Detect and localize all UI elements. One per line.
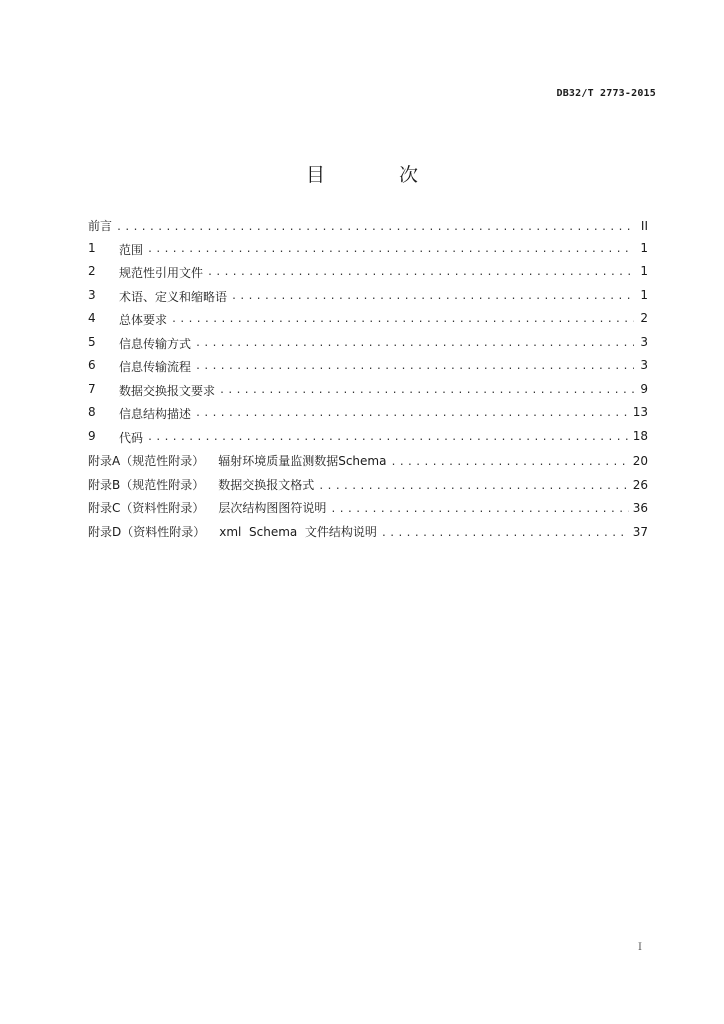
toc-entry-spacer	[105, 241, 119, 258]
toc-entry-number: 附录C（资料性附录）	[88, 501, 205, 515]
toc-leader-dots	[195, 408, 629, 419]
toc-entry-spacer	[105, 429, 119, 446]
toc-entry-spacer	[204, 476, 218, 493]
toc-entry[interactable]	[88, 264, 648, 288]
toc-entry[interactable]	[88, 499, 648, 523]
toc-entry-number: 3	[88, 287, 96, 302]
toc-entry-number: 2	[88, 264, 96, 278]
toc-entry[interactable]	[88, 358, 648, 382]
toc-entry-page: 37	[632, 524, 648, 539]
page-title: 目 次	[305, 164, 453, 186]
toc-entry-page: 3	[640, 358, 648, 372]
toc-entry[interactable]	[88, 523, 648, 547]
toc-entry-heading	[88, 499, 326, 516]
toc-entry-title: 范围	[119, 242, 144, 257]
toc-entry-heading	[88, 476, 314, 493]
toc-entry[interactable]	[88, 217, 648, 241]
table-of-contents	[88, 217, 648, 546]
toc-entry-page: 1	[640, 264, 648, 278]
toc-entry-spacer	[105, 288, 119, 305]
toc-entry-spacer	[105, 264, 119, 281]
toc-entry-title: 数据交换报文要求	[119, 383, 216, 398]
toc-entry-number: 附录A（规范性附录）	[88, 454, 205, 468]
toc-entry[interactable]	[88, 405, 648, 429]
toc-leader-dots	[231, 291, 634, 302]
toc-entry-number: 4	[88, 311, 96, 325]
toc-entry-spacer	[105, 382, 119, 399]
toc-entry-number: 5	[88, 334, 96, 349]
toc-leader-dots	[147, 244, 634, 255]
toc-entry[interactable]	[88, 382, 648, 406]
toc-entry-heading	[88, 288, 227, 305]
toc-entry-heading	[88, 217, 112, 234]
toc-entry-title: 信息传输流程	[119, 360, 192, 374]
toc-entry-number: 1	[88, 240, 96, 255]
toc-entry-title: 前言	[88, 219, 113, 233]
toc-entry-title: 信息传输方式	[119, 336, 192, 351]
toc-leader-dots	[116, 222, 634, 233]
toc-entry-page: 9	[640, 381, 648, 396]
toc-entry[interactable]	[88, 288, 648, 312]
toc-entry-spacer	[204, 452, 218, 469]
toc-entry-title: 辐射环境质量监测数据Schema	[218, 454, 387, 468]
toc-entry-page: II	[640, 219, 648, 233]
toc-entry-page: 1	[640, 287, 648, 302]
toc-entry-title: xml Schema 文件结构说明	[219, 524, 377, 539]
toc-entry-title: 信息结构描述	[119, 407, 192, 421]
toc-entry-number: 6	[88, 358, 96, 372]
toc-entry-number: 附录B（规范性附录）	[88, 477, 205, 492]
toc-leader-dots	[318, 481, 628, 492]
toc-entry-heading	[88, 311, 167, 328]
toc-entry-number: 9	[88, 428, 96, 443]
toc-entry-title: 层次结构图图符说明	[218, 501, 327, 515]
toc-entry-spacer	[205, 523, 219, 540]
toc-entry-heading	[88, 382, 215, 399]
toc-entry-heading	[88, 335, 191, 352]
toc-entry-page: 13	[632, 405, 648, 419]
page-number: I	[638, 942, 642, 953]
toc-entry-heading	[88, 523, 377, 540]
toc-entry-number: 附录D（资料性附录）	[88, 524, 206, 539]
toc-entry-page: 1	[640, 240, 648, 255]
toc-leader-dots	[390, 457, 628, 468]
toc-leader-dots	[171, 314, 634, 325]
toc-entry-heading	[88, 452, 386, 469]
toc-entry-page: 18	[632, 428, 648, 443]
toc-entry-title: 总体要求	[119, 313, 168, 327]
toc-entry-heading	[88, 264, 203, 281]
toc-entry-heading	[88, 429, 143, 446]
toc-entry-page: 3	[640, 334, 648, 349]
toc-leader-dots	[330, 504, 628, 515]
toc-entry-spacer	[204, 499, 218, 516]
toc-entry[interactable]	[88, 311, 648, 335]
toc-entry-title: 规范性引用文件	[119, 266, 204, 280]
toc-entry-spacer	[105, 335, 119, 352]
toc-entry-page: 26	[632, 477, 648, 492]
toc-entry-spacer	[105, 405, 119, 422]
toc-entry-title: 代码	[119, 430, 144, 445]
toc-entry-spacer	[105, 358, 119, 375]
toc-entry-number: 7	[88, 381, 96, 396]
toc-entry-page: 20	[632, 454, 648, 468]
toc-entry-heading	[88, 405, 191, 422]
toc-entry-number: 8	[88, 405, 96, 419]
toc-entry-heading	[88, 241, 143, 258]
toc-entry-page: 2	[640, 311, 648, 325]
document-code: DB32/T 2773-2015	[556, 88, 656, 99]
toc-leader-dots	[195, 338, 634, 349]
toc-entry[interactable]	[88, 452, 648, 476]
toc-entry-spacer	[105, 311, 119, 328]
toc-leader-dots	[147, 432, 629, 443]
toc-leader-dots	[195, 361, 634, 372]
toc-entry-title: 术语、定义和缩略语	[119, 289, 228, 304]
toc-entry-page: 36	[632, 501, 648, 515]
toc-leader-dots	[381, 528, 629, 539]
toc-leader-dots	[207, 267, 634, 278]
toc-entry[interactable]	[88, 335, 648, 359]
toc-entry-heading	[88, 358, 191, 375]
toc-leader-dots	[219, 385, 634, 396]
toc-entry[interactable]	[88, 476, 648, 500]
toc-entry[interactable]	[88, 429, 648, 453]
toc-entry[interactable]	[88, 241, 648, 265]
toc-entry-title: 数据交换报文格式	[218, 477, 315, 492]
